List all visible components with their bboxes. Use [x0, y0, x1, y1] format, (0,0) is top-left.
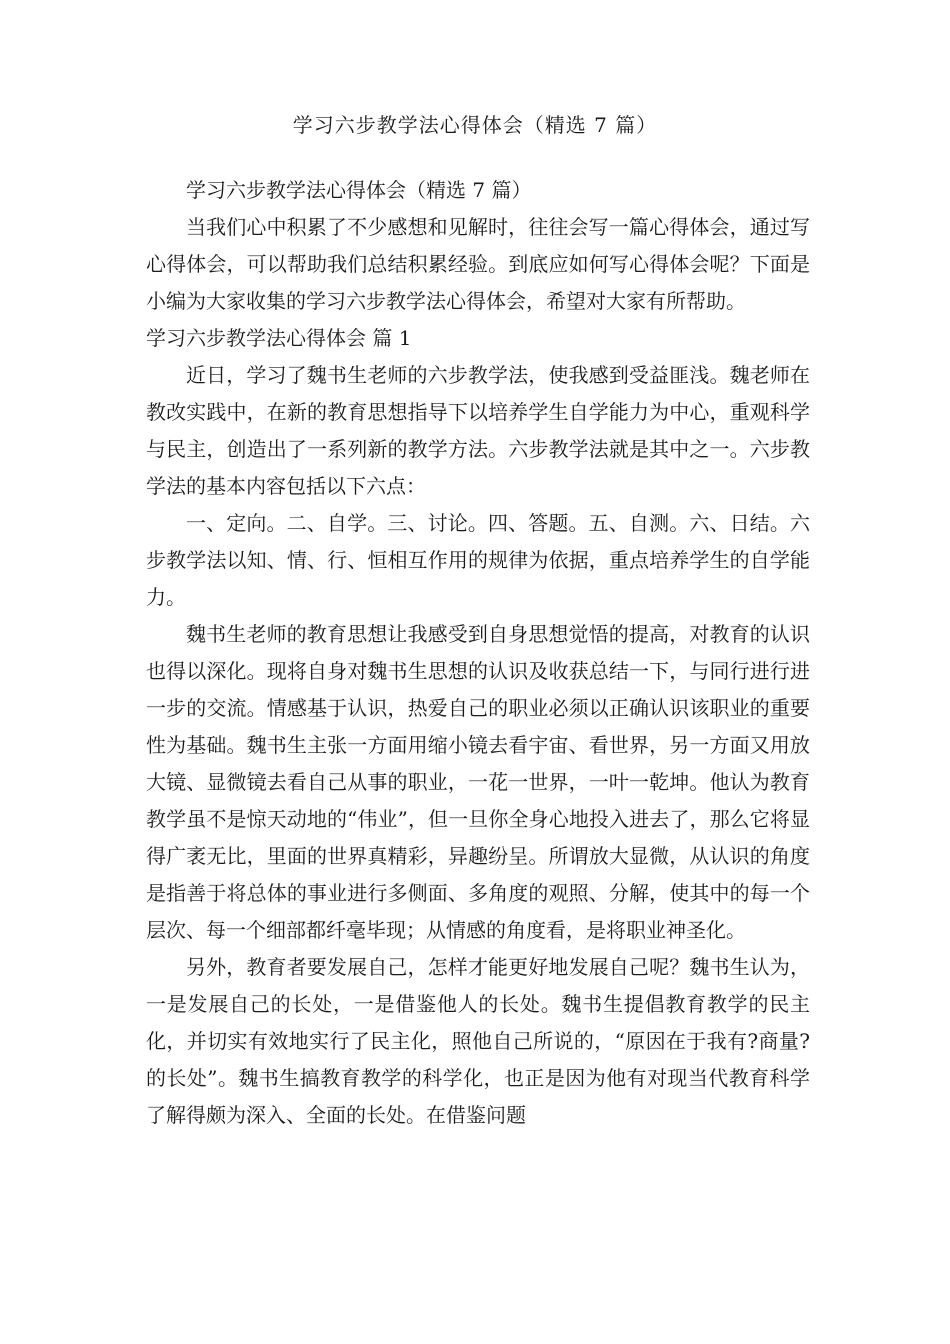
document-title: 学习六步教学法心得体会（精选 7 篇）: [292, 113, 658, 137]
body-paragraph: 一、定向。二、自学。三、讨论。四、答题。五、自测。六、日结。六步教学法以知、情、行、恒相互作用的规律为依据，重点培养学生的自学能力。: [146, 511, 810, 609]
section-heading: 学习六步教学法心得体会 篇 1: [146, 326, 412, 350]
document-body: [146, 172, 810, 1134]
intro-paragraph: 当我们心中积累了不少感想和见解时，往往会写一篇心得体会，通过写心得体会，可以帮助我们总结积累经验。到底应如何写心得体会呢？下面是小编为大家收集的学习六步教学法心得体会，希望对大家有所帮助。: [146, 215, 810, 313]
body-paragraph: 另外，教育者要发展自己，怎样才能更好地发展自己呢？魏书生认为，一是发展自己的长处，一是借鉴他人的长处。魏书生提倡教育教学的民主化，并切实有效地实行了民主化，照他自己所说的，“原因在于我有?商量?的长处”。魏书生搞教育教学的科学化，也正是因为他有对现当代教育科学了解得颇为深入、全面的长处。在借鉴问题: [146, 955, 810, 1127]
document-subtitle: 学习六步教学法心得体会（精选 7 篇）: [186, 178, 532, 202]
body-paragraph: 近日，学习了魏书生老师的六步教学法，使我感到受益匪浅。魏老师在教改实践中，在新的教育思想指导下以培养学生自学能力为中心，重观科学与民主，创造出了一系列新的教学方法。六步教学法就是其中之一。六步教学法的基本内容包括以下六点：: [146, 363, 810, 498]
body-paragraph: 魏书生老师的教育思想让我感受到自身思想觉悟的提高，对教育的认识也得以深化。现将自身对魏书生思想的认识及收获总结一下，与同行进行进一步的交流。情感基于认识，热爱自己的职业必须以正确认识该职业的重要性为基础。魏书生主张一方面用缩小镜去看宇宙、看世界，另一方面又用放大镜、显微镜去看自己从事的职业，一花一世界，一叶一乾坤。他认为教育教学虽不是惊天动地的“伟业”，但一旦你全身心地投入进去了，那么它将显得广袤无比，里面的世界真精彩，异趣纷呈。所谓放大显微，从认识的角度是指善于将总体的事业进行多侧面、多角度的观照、分解，使其中的每一个层次、每一个细部都纤毫毕现；从情感的角度看，是将职业神圣化。: [146, 622, 810, 942]
